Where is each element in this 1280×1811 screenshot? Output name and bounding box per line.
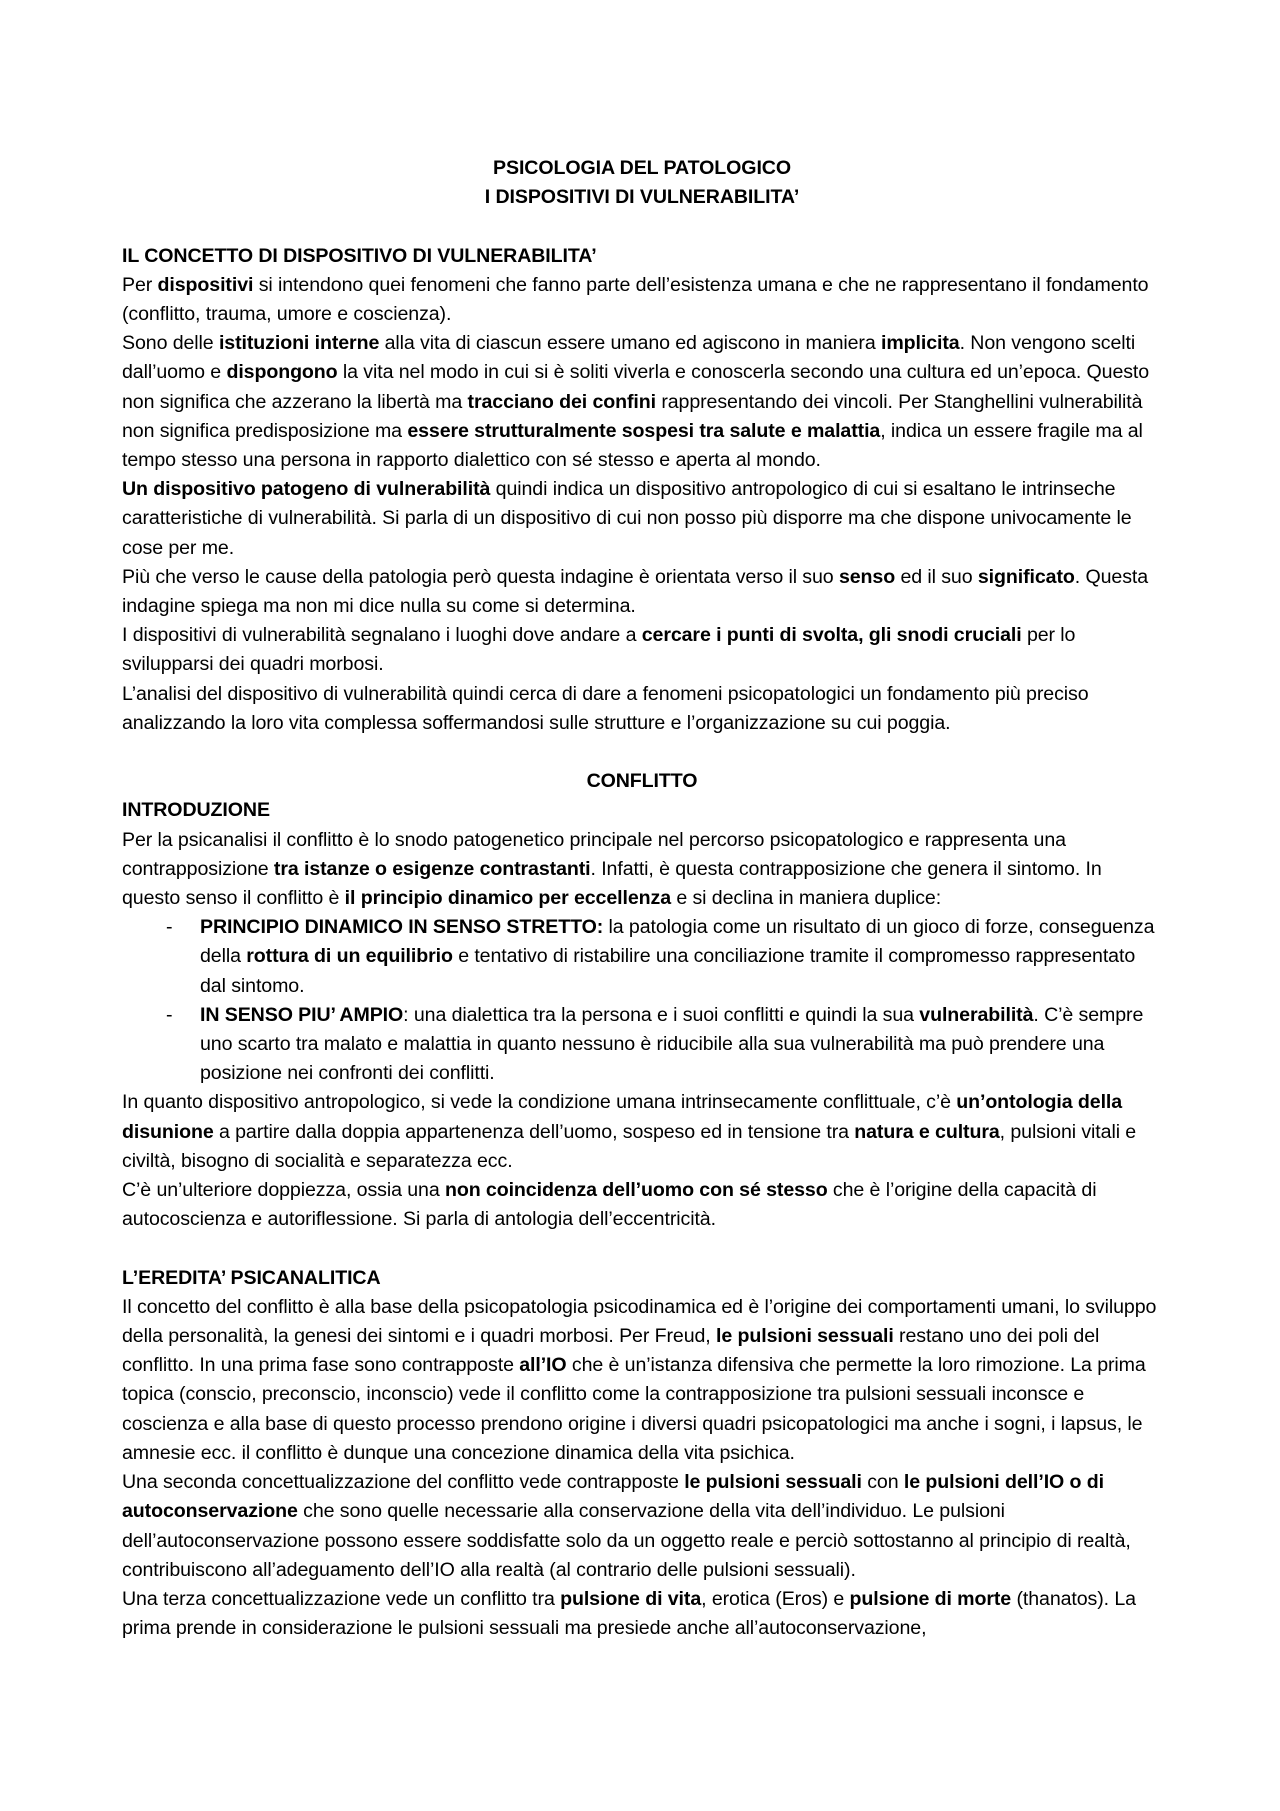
list-item: - IN SENSO PIU’ AMPIO: una dialettica tra la persona e i suoi conflitti e quindi la sua vulnerabilità. C’è sempre uno scarto tra malato e malattia in quanto nessuno è riducibile alla sua vulnerabilità ma può prendere una posizione nei confronti dei conflitti. (122, 1001, 1162, 1089)
paragraph: Una seconda concettualizzazione del conflitto vede contrapposte le pulsioni sessuali con le pulsioni dell’IO o di autoconservazione che sono quelle necessarie alla conservazione della vita dell’individuo. Le pulsioni dell’autoconservazione possono essere soddisfatte solo da un oggetto reale e perciò sottostanno al principio di realtà, contribuiscono all’adeguamento dell’IO alla realtà (al contrario delle pulsioni sessuali). (122, 1471, 1131, 1581)
bullet-dash: - (166, 916, 173, 939)
spacer (122, 1234, 1162, 1263)
spacer (122, 738, 1162, 767)
spacer (122, 212, 1162, 241)
section-heading-eredita: L’EREDITA’ PSICANALITICA (122, 1266, 381, 1289)
section-heading-concetto: IL CONCETTO DI DISPOSITIVO DI VULNERABILITA’ (122, 244, 597, 267)
paragraph: Per la psicanalisi il conflitto è lo snodo patogenetico principale nel percorso psicopatologico e rappresenta una contrapposizione tra istanze o esigenze contrastanti. Infatti, è questa contrapposizione che genera il sintomo. In questo senso il conflitto è il principio dinamico per eccellenza e si declina in maniera duplice: (122, 828, 1102, 910)
paragraph: L’analisi del dispositivo di vulnerabilità quindi cerca di dare a fenomeni psicopatologici un fondamento più preciso analizzando la loro vita complessa soffermandosi sulle strutture e l’organizzazione su cui poggia. (122, 682, 1089, 734)
paragraph: In quanto dispositivo antropologico, si vede la condizione umana intrinsecamente conflittuale, c’è un’ontologia della disunione a partire dalla doppia appartenenza dell’uomo, sospeso ed in tensione tra natura e cultura, pulsioni vitali e civiltà, bisogno di socialità e separatezza ecc. (122, 1091, 1137, 1172)
document-title: PSICOLOGIA DEL PATOLOGICO (493, 157, 791, 179)
paragraph: Una terza concettualizzazione vede un conflitto tra pulsione di vita, erotica (Eros) e pulsione di morte (thanatos). La prima prende in considerazione le pulsioni sessuali ma presiede anche all’autoconservazione, (122, 1587, 1136, 1640)
paragraph: C’è un’ulteriore doppiezza, ossia una non coincidenza dell’uomo con sé stesso che è l’origine della capacità di autocoscienza e autoriflessione. Si parla di antologia dell’eccentricità. (122, 1179, 1097, 1231)
bullet-list (122, 913, 1162, 1088)
section-heading-introduzione: INTRODUZIONE (122, 799, 270, 822)
document-subtitle: I DISPOSITIVI DI VULNERABILITA’ (484, 186, 800, 209)
paragraph: I dispositivi di vulnerabilità segnalano i luoghi dove andare a cercare i punti di svolta, gli snodi cruciali per lo svilupparsi dei quadri morbosi. (122, 624, 1076, 676)
paragraph: Per dispositivi si intendono quei fenomeni che fanno parte dell’esistenza umana e che ne rappresentano il fondamento (conflitto, trauma, umore e coscienza). (122, 273, 1149, 325)
paragraph: Più che verso le cause della patologia però questa indagine è orientata verso il suo senso ed il suo significato. Questa indagine spiega ma non mi dice nulla su come si determina. (122, 565, 1149, 618)
paragraph: Sono delle istituzioni interne alla vita di ciascun essere umano ed agiscono in maniera implicita. Non vengono scelti dall’uomo e dispongono la vita nel modo in cui si è soliti viverla e conoscerla secondo una cultura ed un’epoca. Questo non significa che azzerano la libertà ma tracciano dei confini rappresentando dei vincoli. Per Stanghellini vulnerabilità non significa predisposizione ma essere strutturalmente sospesi tra salute e malattia, indica un essere fragile ma al tempo stesso una persona in rapporto dialettico con sé stesso e aperta al mondo. (122, 332, 1150, 472)
paragraph: Un dispositivo patogeno di vulnerabilità quindi indica un dispositivo antropologico di cui si esaltano le intrinseche caratteristiche di vulnerabilità. Si parla di un dispositivo di cui non posso più disporre ma che dispone univocamente le cose per me. (122, 478, 1132, 559)
section-title-conflitto: CONFLITTO (586, 770, 698, 793)
paragraph: Il concetto del conflitto è alla base della psicopatologia psicodinamica ed è l’origine dei comportamenti umani, lo sviluppo della personalità, la genesi dei sintomi e i quadri morbosi. Per Freud, le pulsioni sessuali restano uno dei poli del conflitto. In una prima fase sono contrapposte all’IO che è un’istanza difensiva che permette la loro rimozione. La prima topica (conscio, preconscio, inconscio) vede il conflitto come la contrapposizione tra pulsioni sessuali inconsce e coscienza e alla base di questo processo prendono origine i diversi quadri psicopatologici ma anche i sogni, i lapsus, le amnesie ecc. il conflitto è dunque una concezione dinamica della vita psichica. (122, 1295, 1157, 1464)
bullet-dash: - (166, 1003, 173, 1026)
list-item: - PRINCIPIO DINAMICO IN SENSO STRETTO: la patologia come un risultato di un gioco di forze, conseguenza della rottura di un equilibrio e tentativo di ristabilire una conciliazione tramite il compromesso rappresentato dal sintomo. (122, 913, 1162, 1001)
